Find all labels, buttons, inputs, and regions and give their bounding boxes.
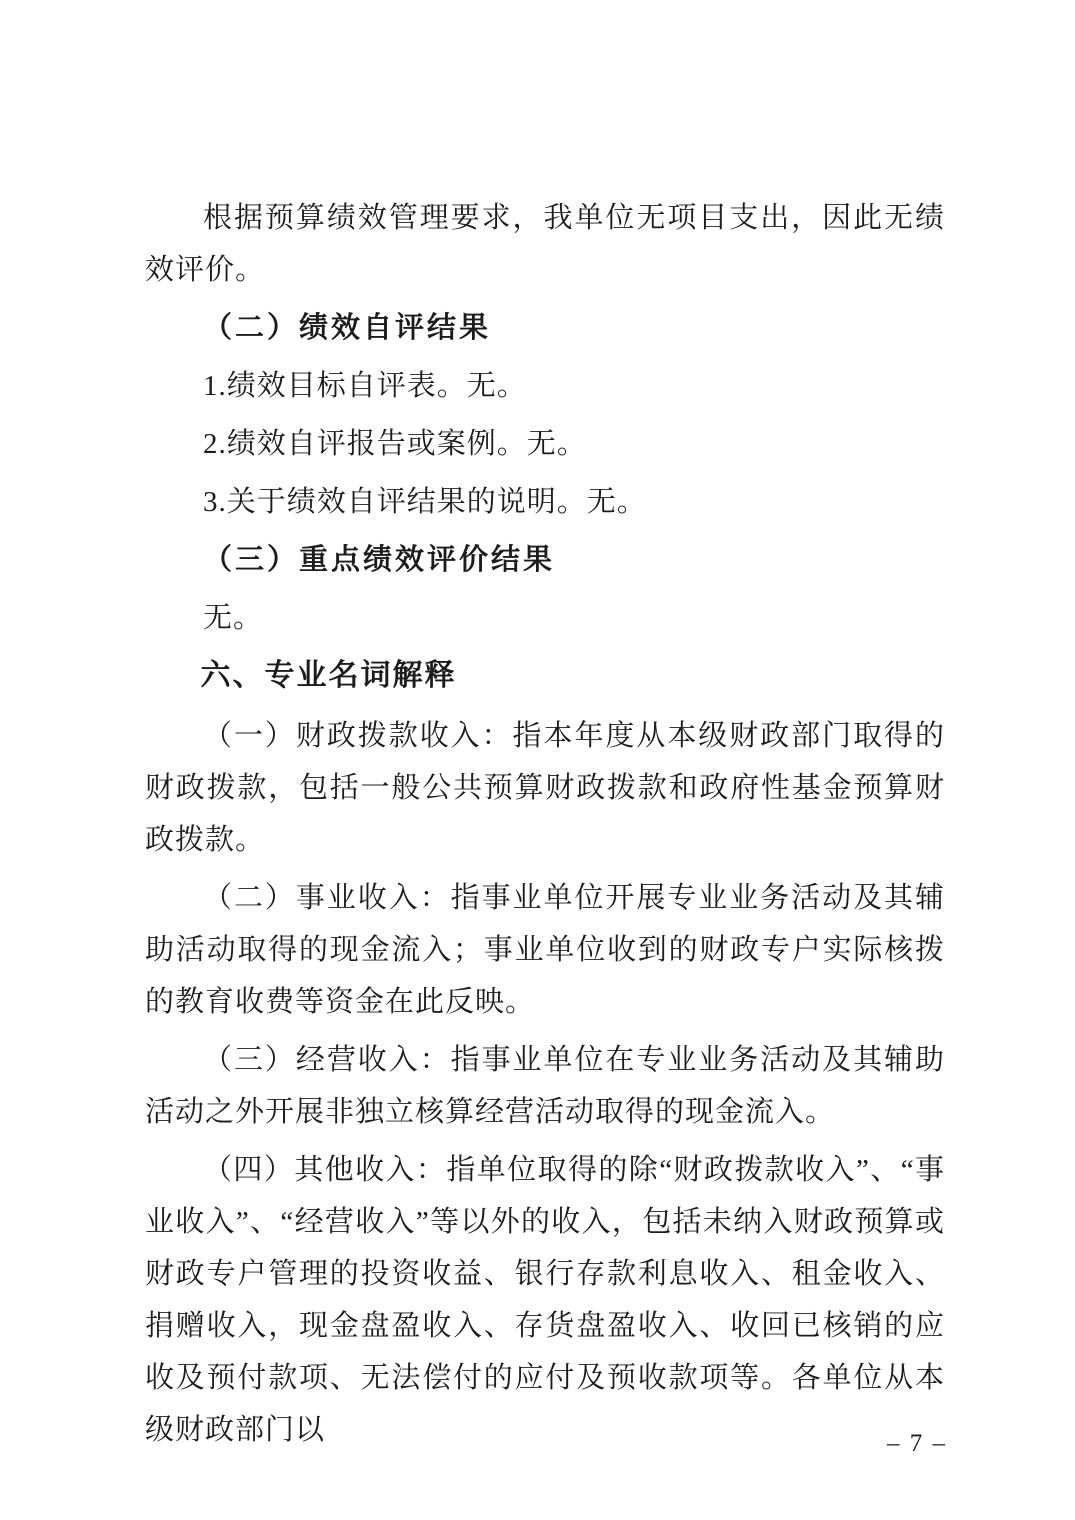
document-body xyxy=(145,192,945,1462)
page-number: – 7 – xyxy=(887,1430,947,1457)
heading-key-evaluation-results: （三）重点绩效评价结果 xyxy=(203,544,556,576)
paragraph-none: 无。 xyxy=(203,602,264,634)
paragraph-term-institutional-income: （二）事业收入：指事业单位开展专业业务活动及其辅助活动取得的现金流入；事业单位收到的财政专户实际核拨的教育收费等资金在此反映。 xyxy=(145,882,945,1018)
list-item-2: 2.绩效自评报告或案例。无。 xyxy=(203,428,587,460)
list-item-1: 1.绩效目标自评表。无。 xyxy=(203,370,527,402)
heading-terminology: 六、专业名词解释 xyxy=(200,659,457,692)
paragraph-term-operating-income: （三）经营收入：指事业单位在专业业务活动及其辅助活动之外开展非独立核算经营活动取得的现金流入。 xyxy=(145,1044,945,1128)
paragraph-term-other-income: （四）其他收入：指单位取得的除“财政拨款收入”、“事业收入”、“经营收入”等以外的收入，包括未纳入财政预算或财政专户管理的投资收益、银行存款利息收入、租金收入、捐赠收入，现金盘盈收入、存货盘盈收入、收回已核销的应收及预付款项、无法偿付的应付及预收款项等。各单位从本级财政部门以 xyxy=(145,1154,945,1446)
paragraph-performance-note: 根据预算绩效管理要求，我单位无项目支出，因此无绩效评价。 xyxy=(145,202,945,286)
heading-self-eval-results: （二）绩效自评结果 xyxy=(203,312,492,344)
paragraph-term-fiscal-appropriation-income: （一）财政拨款收入：指本年度从本级财政部门取得的财政拨款，包括一般公共预算财政拨款和政府性基金预算财政拨款。 xyxy=(145,720,945,856)
list-item-3: 3.关于绩效自评结果的说明。无。 xyxy=(203,486,647,518)
